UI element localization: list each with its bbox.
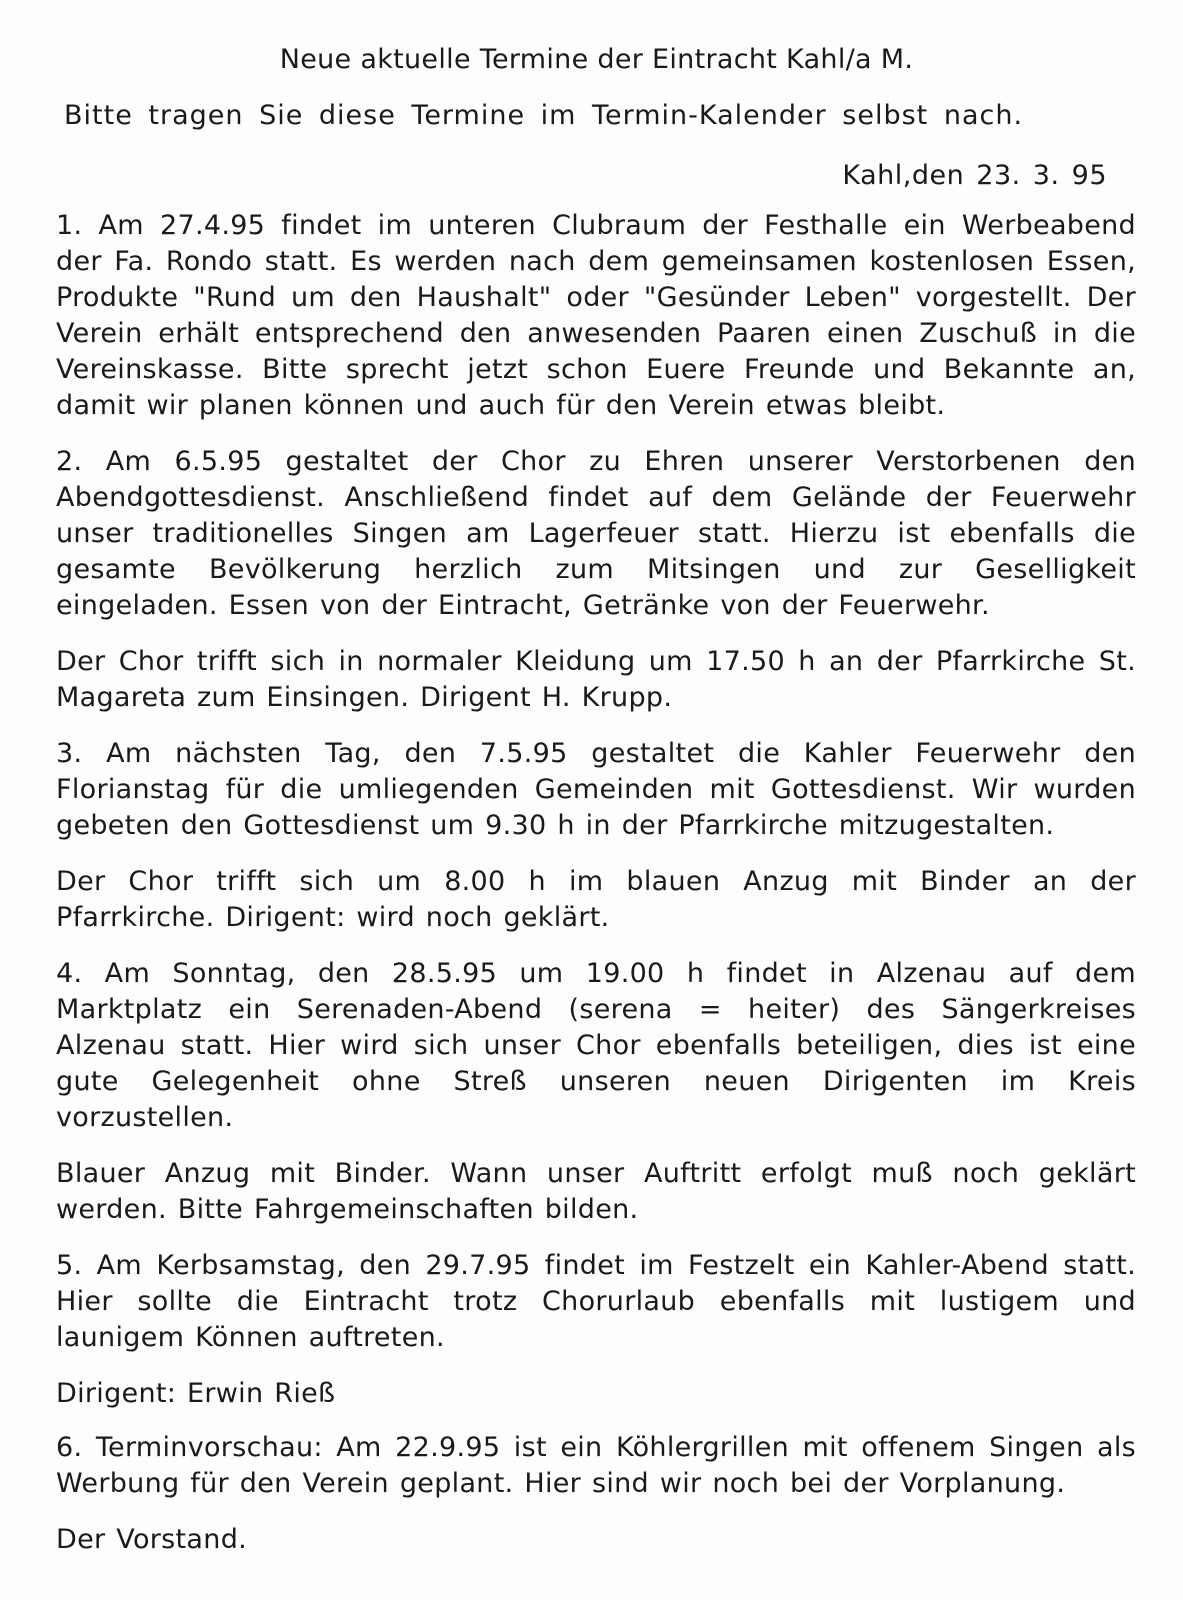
paragraph-5: 5. Am Kerbsamstag, den 29.7.95 findet im Festzelt ein Kahler-Abend statt. Hier sollte die Eintracht trotz Chorurlaub ebenfalls mit lustigem und launigem Können auftreten. bbox=[56, 1250, 1136, 1353]
signature: Der Vorstand. bbox=[56, 1524, 248, 1555]
paragraph-4: 4. Am Sonntag, den 28.5.95 um 19.00 h findet in Alzenau auf dem Marktplatz ein Serenaden-Abend (serena = heiter) des Sängerkreises Alzenau statt. Hier wird sich unser Chor ebenfalls beteiligen, dies ist eine gute Gelegenheit ohne Streß unseren neuen Dirigenten im Kreis vorzustellen. bbox=[56, 958, 1136, 1133]
paragraph-6: 6. Terminvorschau: Am 22.9.95 ist ein Köhlergrillen mit offenem Singen als Werbung für den Verein geplant. Hier sind wir noch bei der Vorplanung. bbox=[56, 1432, 1136, 1499]
paragraph-4-note: Blauer Anzug mit Binder. Wann unser Auftritt erfolgt muß noch geklärt werden. Bitte Fahrgemeinschaften bilden. bbox=[56, 1158, 1136, 1225]
paragraph-1: 1. Am 27.4.95 findet im unteren Clubraum der Festhalle ein Werbeabend der Fa. Rondo statt. Es werden nach dem gemeinsamen kostenlosen Essen, Produkte "Rund um den Haushalt" oder "Gesünder Leben" vorgestellt. Der Verein erhält entsprechend den anwesenden Paaren einen Zuschuß in die Vereinskasse. Bitte sprecht jetzt schon Euere Freunde und Bekannte an, damit wir planen können und auch für den Verein etwas bleibt. bbox=[56, 210, 1136, 421]
dateline: Kahl,den 23. 3. 95 bbox=[842, 160, 1107, 191]
intro-line: Bitte tragen Sie diese Termine im Termin-Kalender selbst nach. bbox=[64, 100, 1024, 131]
paragraph-2-note: Der Chor trifft sich in normaler Kleidung um 17.50 h an der Pfarrkirche St. Magareta zum Einsingen. Dirigent H. Krupp. bbox=[56, 646, 1136, 713]
paragraph-3: 3. Am nächsten Tag, den 7.5.95 gestaltet die Kahler Feuerwehr den Florianstag für die umliegenden Gemeinden mit Gottesdienst. Wir wurden gebeten den Gottesdienst um 9.30 h in der Pfarrkirche mitzugestalten. bbox=[56, 738, 1136, 841]
paragraph-5-note: Dirigent: Erwin Rieß bbox=[56, 1378, 336, 1409]
document-title: Neue aktuelle Termine der Eintracht Kahl/a M. bbox=[279, 44, 914, 75]
body-text bbox=[56, 208, 1136, 1576]
paragraph-2: 2. Am 6.5.95 gestaltet der Chor zu Ehren unserer Verstorbenen den Abendgottesdienst. Anschließend findet auf dem Gelände der Feuerwehr unser traditionelles Singen am Lagerfeuer statt. Hierzu ist ebenfalls die gesamte Bevölkerung herzlich zum Mitsingen und zur Geselligkeit eingeladen. Essen von der Eintracht, Getränke von der Feuerwehr. bbox=[56, 446, 1136, 621]
paragraph-3-note: Der Chor trifft sich um 8.00 h im blauen Anzug mit Binder an der Pfarrkirche. Dirigent: wird noch geklärt. bbox=[56, 866, 1136, 933]
